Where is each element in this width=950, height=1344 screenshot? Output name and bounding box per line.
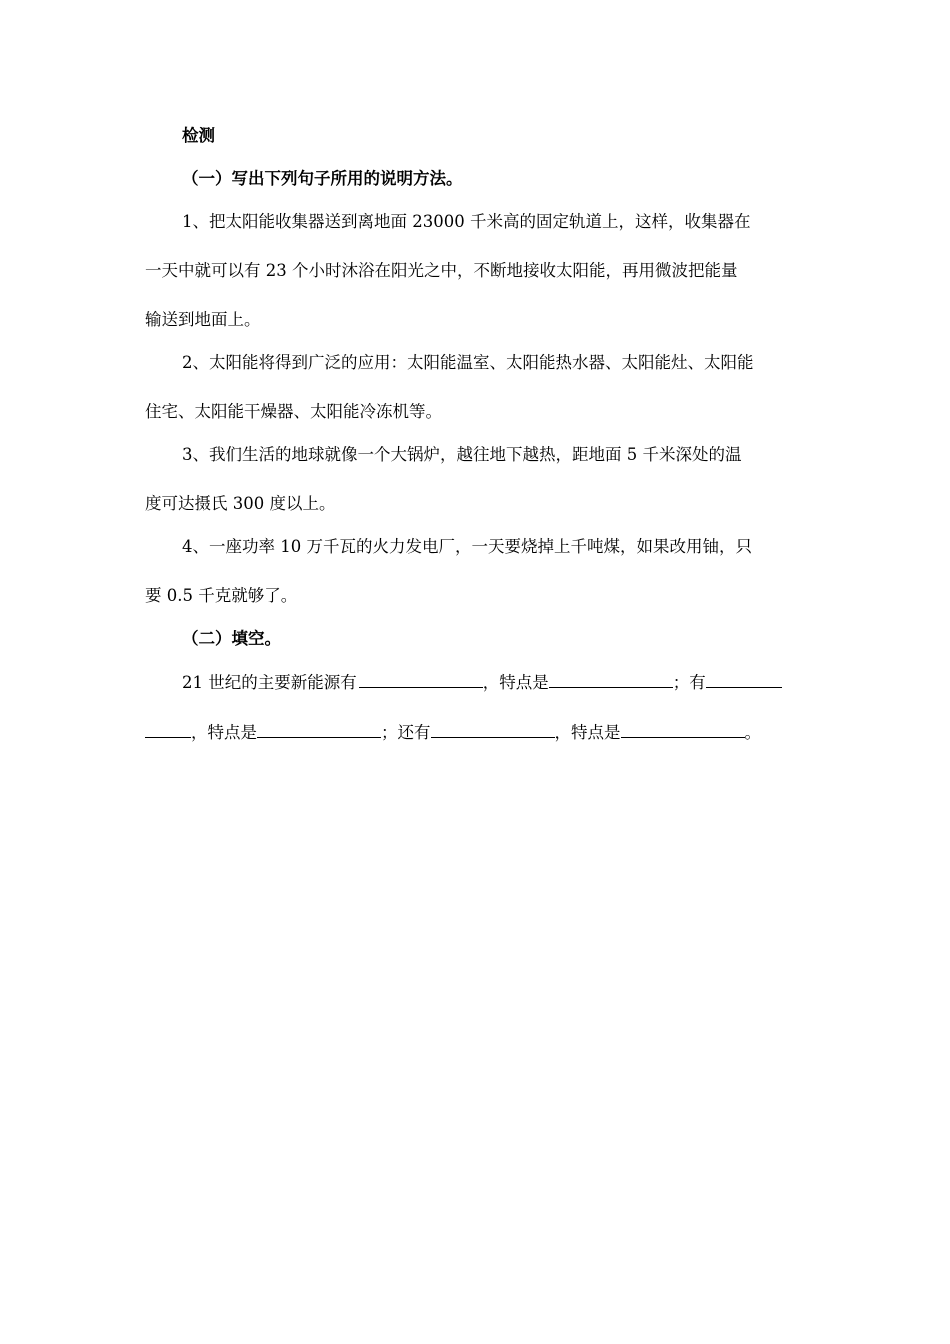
- section2-title: （二）填空。: [182, 629, 281, 648]
- blank-field[interactable]: [549, 670, 673, 688]
- item-line: 1、把太阳能收集器送到离地面 23000 千米高的固定轨道上，这样，收集器在: [182, 212, 751, 231]
- blank-field[interactable]: [359, 670, 483, 688]
- blank-field[interactable]: [257, 720, 381, 738]
- fill-line-1: [145, 670, 807, 695]
- item-line: 2、太阳能将得到广泛的应用：太阳能温室、太阳能热水器、太阳能灶、太阳能: [182, 353, 754, 372]
- item-line: 住宅、太阳能干燥器、太阳能冷冻机等。: [145, 402, 442, 421]
- section1-item-4: [145, 535, 807, 608]
- fill-text: ，特点是: [191, 723, 257, 742]
- fill-text: 21 世纪的主要新能源有: [182, 673, 357, 692]
- section1-item-1: [145, 210, 807, 332]
- fill-text: 。: [744, 723, 761, 742]
- section1-title: （一）写出下列句子所用的说明方法。: [182, 169, 463, 188]
- fill-line-2: [145, 720, 807, 745]
- heading: 检测: [182, 126, 215, 145]
- section1-item-3: [145, 443, 807, 516]
- item-line: 度可达摄氏 300 度以上。: [145, 494, 336, 513]
- item-line: 3、我们生活的地球就像一个大锅炉，越往地下越热，距地面 5 千米深处的温: [182, 445, 742, 464]
- section1-item-2: [145, 351, 807, 424]
- fill-text: ；还有: [381, 723, 431, 742]
- blank-field[interactable]: [621, 720, 745, 738]
- item-line: 输送到地面上。: [145, 310, 261, 329]
- fill-text: ，特点是: [554, 723, 621, 742]
- fill-text: ；有: [672, 673, 706, 692]
- blank-field[interactable]: [431, 720, 555, 738]
- item-line: 要 0.5 千克就够了。: [145, 586, 298, 605]
- item-line: 一天中就可以有 23 个小时沐浴在阳光之中，不断地接收太阳能，再用微波把能量: [145, 261, 738, 280]
- fill-text: ，特点是: [482, 673, 549, 692]
- document-content: [145, 124, 807, 745]
- blank-field[interactable]: [706, 670, 782, 688]
- item-line: 4、一座功率 10 万千瓦的火力发电厂，一天要烧掉上千吨煤，如果改用铀，只: [182, 537, 752, 556]
- blank-field[interactable]: [145, 720, 191, 738]
